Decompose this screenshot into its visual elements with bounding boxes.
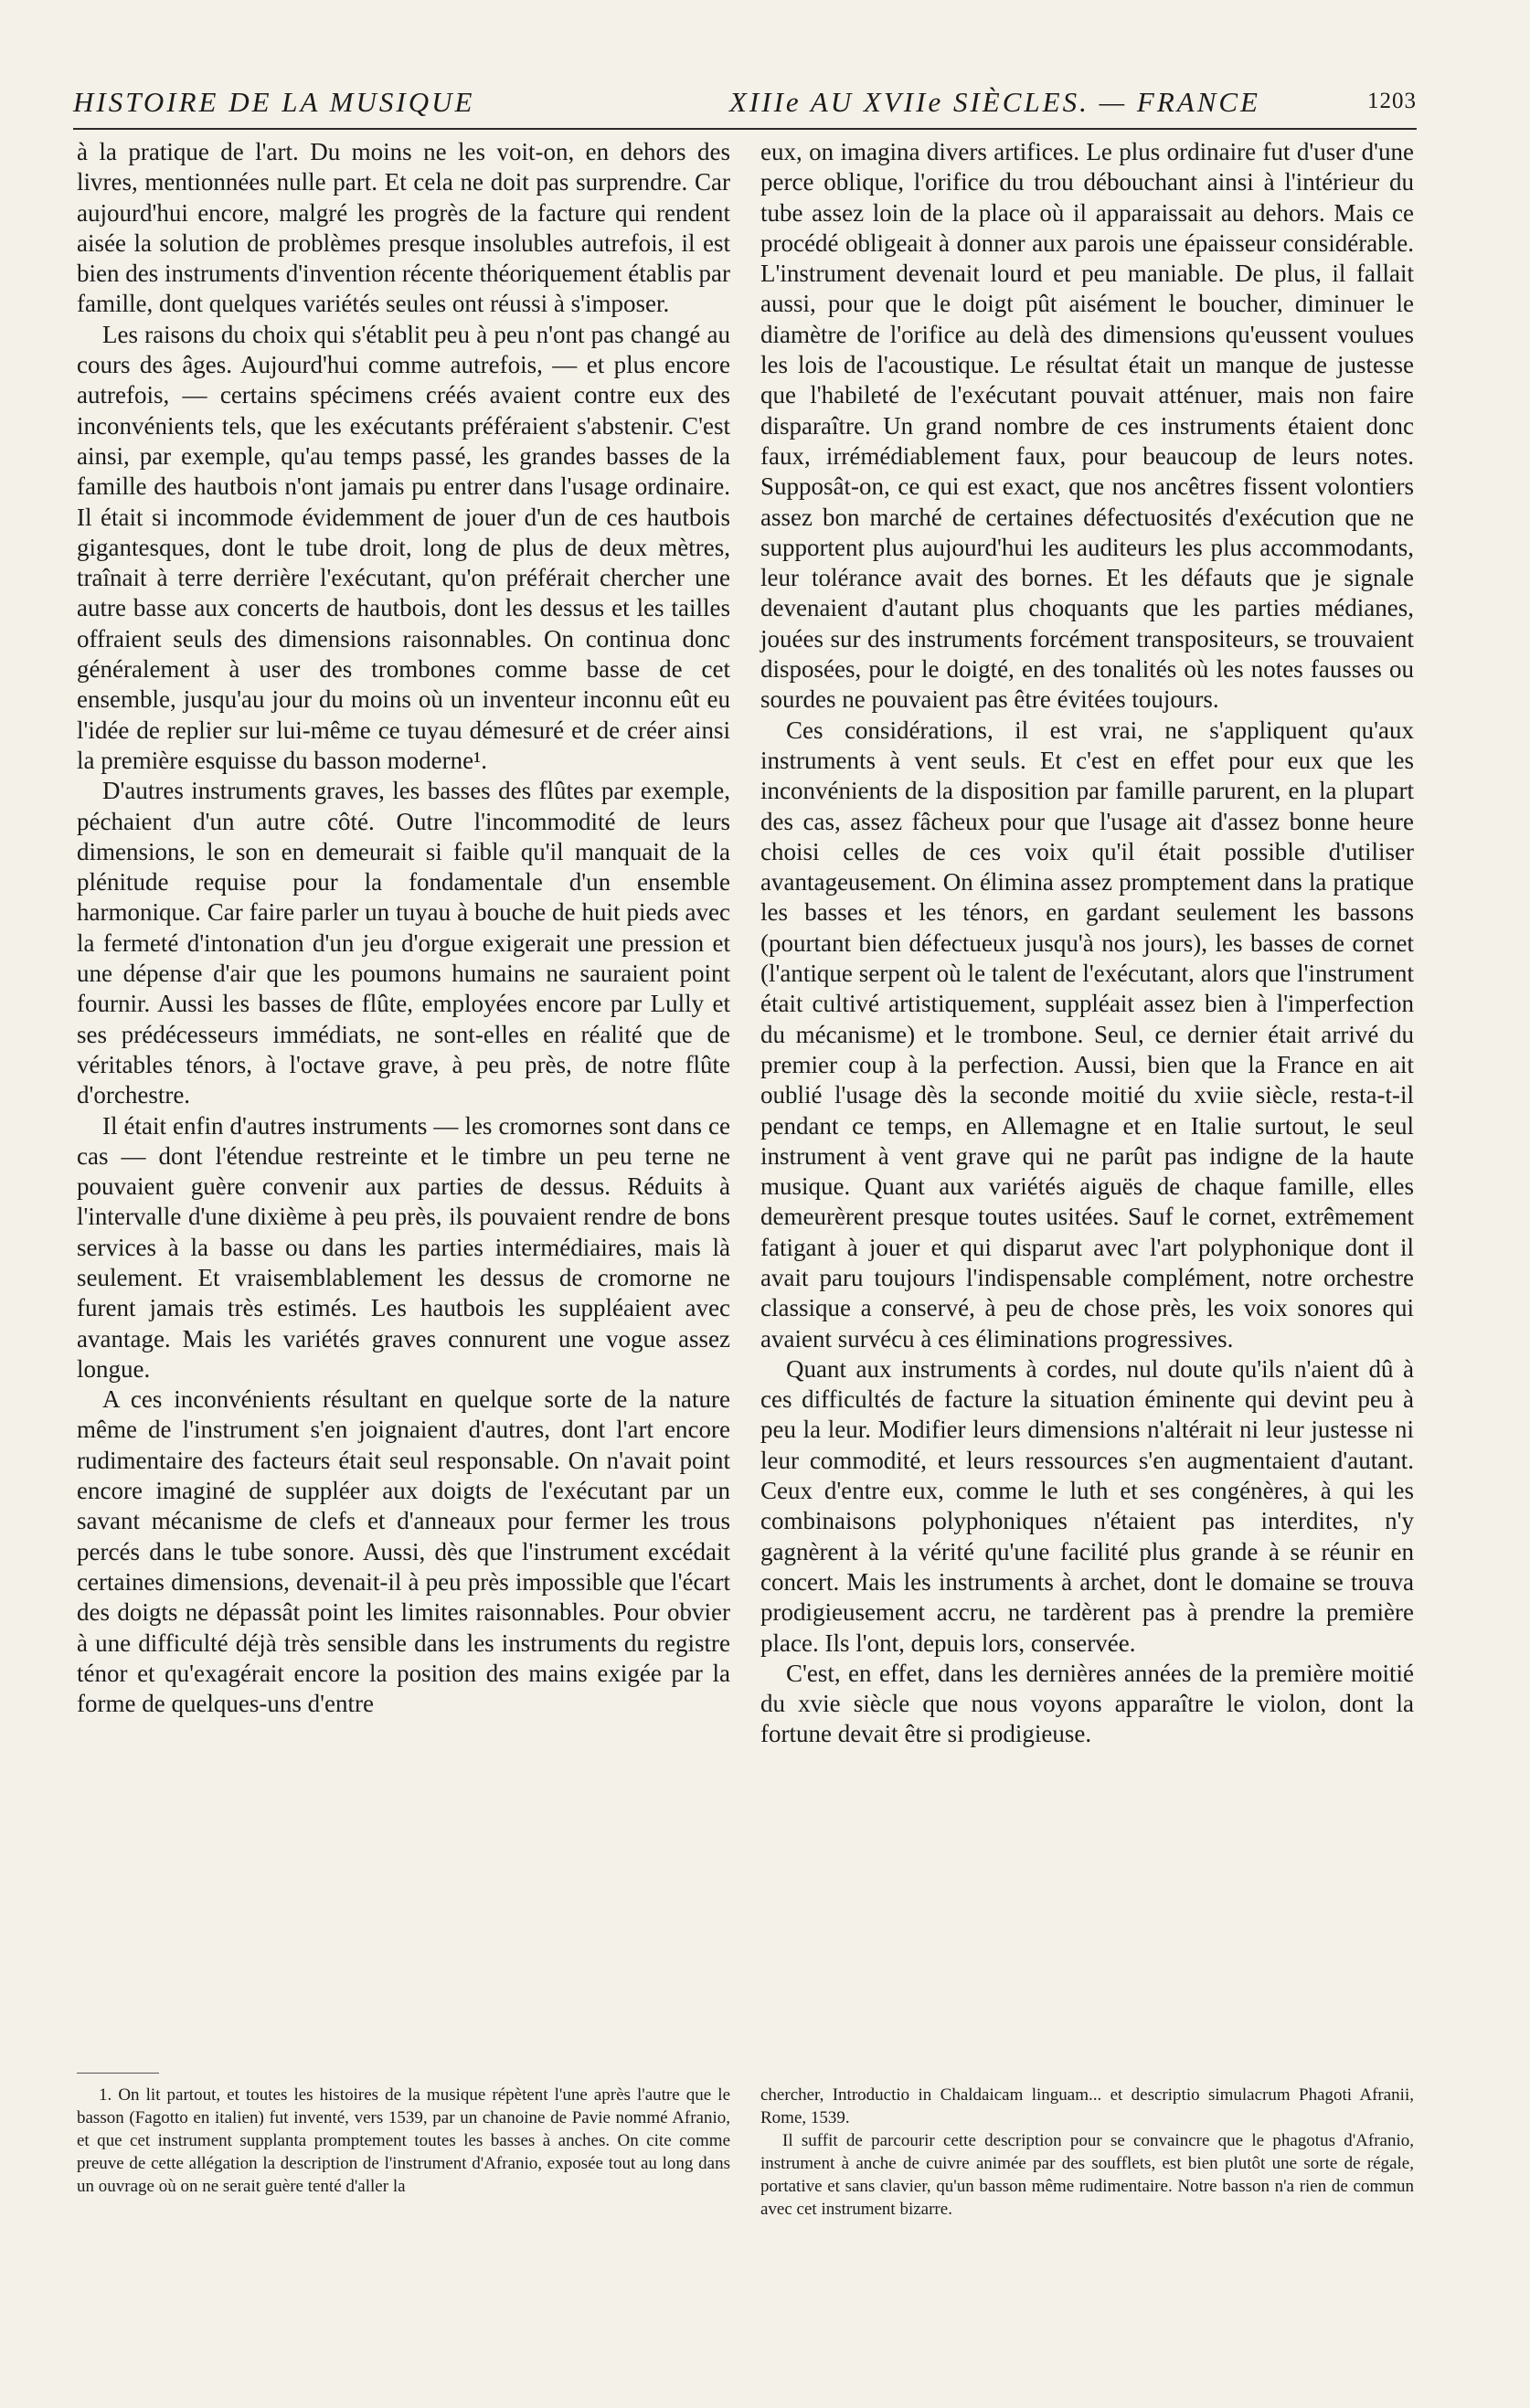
footnote-rule	[77, 2073, 159, 2074]
left-column	[77, 137, 730, 1719]
page-number: 1203	[1367, 89, 1417, 113]
footnotes-right	[760, 2084, 1414, 2221]
footnote: chercher, Introductio in Chaldaicam linguam... et descriptio simulacrum Phagoti Afranii, Rome, 1539.	[760, 2085, 1414, 2127]
footnote: Il suffit de parcourir cette description pour se convaincre que le phagotus d'Afranio, instrument à anche de cuivre animée par des soufflets, est bien plutôt une sorte de régale, portative et sans clavier, qu'un basson même rudimentaire. Notre basson n'a rien de commun avec cet instrument bizarre.	[760, 2131, 1414, 2219]
paragraph: A ces inconvénients résultant en quelque sorte de la nature même de l'instrument s'en joignaient d'autres, dont l'art encore rudimentaire des facteurs était seul responsable. On n'avait point encore imaginé de suppléer aux doigts de l'exécutant par un savant mécanisme de clefs et d'anneaux pour fermer les trous percés dans le tube sonore. Aussi, dès que l'instrument excédait certaines dimensions, devenait-il à peu près impossible que l'écart des doigts ne dépassât point les limites raisonnables. Pour obvier à une difficulté déjà très sensible dans les instruments du registre ténor et qu'exagérait encore la position des mains exigée par la forme de quelques-uns d'entre	[77, 1385, 730, 1718]
running-header	[73, 86, 1417, 130]
paragraph: eux, on imagina divers artifices. Le plus ordinaire fut d'user d'une perce oblique, l'orifice du trou débouchant ainsi à l'intérieur du tube assez loin de la place où il apparaissait au dehors. Mais ce procédé obligeait à donner aux parois une épaisseur considérable. L'instrument devenait lourd et peu maniable. De plus, il fallait aussi, pour que le doigt pût aisément le boucher, diminuer le diamètre de l'orifice au delà des dimensions qu'eussent voulues les lois de l'acoustique. Le résultat était un manque de justesse que l'habileté de l'exécutant pouvait atténuer, mais non faire disparaître. Un grand nombre de ces instruments étaient donc faux, irrémédiablement faux, pour beaucoup de leurs notes. Supposât-on, ce qui est exact, que nos ancêtres fissent volontiers assez bon marché de certaines défectuosités d'exécution que ne supportent plus aujourd'hui les auditeurs les plus accommodants, leur tolérance avait des bornes. Et les défauts que je signale devenaient d'autant plus choquants que les parties médianes, jouées sur des instruments forcément transpositeurs, se trouvaient disposées, pour le doigté, en des tonalités où les notes fausses ou sourdes ne pouvaient pas être évitées toujours.	[760, 138, 1414, 714]
paragraph: Ces considérations, il est vrai, ne s'appliquent qu'aux instruments à vent seuls. Et c'est en effet pour eux que les inconvénients de la disposition par famille parurent, en la plupart des cas, assez fâcheux pour que l'usage ait d'assez bonne heure choisi celles de ces voix qu'il était possible d'utiliser avantageusement. On élimina assez promptement dans la pratique les basses et les ténors, en gardant seulement les bassons (pourtant bien défectueux jusqu'à nos jours), les basses de cornet (l'antique serpent où le talent de l'exécutant, alors que l'instrument était cultivé artistiquement, suppléait assez bien à l'imperfection du mécanisme) et le trombone. Seul, ce dernier était arrivé du premier coup à la perfection. Aussi, bien que la France en ait oublié l'usage dès la seconde moitié du xviie siècle, resta-t-il pendant ce temps, en Allemagne et en Italie surtout, le seul instrument à vent grave qui ne parût pas indigne de la haute musique. Quant aux variétés aiguës de chaque famille, elles demeurèrent presque toutes usitées. Sauf le cornet, extrêmement fatigant à jouer et qui disparut avec l'art polyphonique dont il avait paru toujours l'indispensable complément, notre orchestre classique a conservé, à peu de chose près, les voix sonores qui avaient survécu à ces éliminations progressives.	[760, 716, 1414, 1353]
paragraph: Quant aux instruments à cordes, nul doute qu'ils n'aient dû à ces difficultés de facture la situation éminente qui devint peu à peu la leur. Modifier leurs dimensions n'altérait ni leur justesse ni leur commodité, et leurs ressources s'en augmentaient d'autant. Ceux d'entre eux, comme le luth et ses congénères, à qui les combinaisons polyphoniques n'étaient pas interdites, n'y gagnèrent à la vérité qu'une facilité plus grande à se réunir en concert. Mais les instruments à archet, dont le domaine se trouva prodigieusement accru, ne tardèrent pas à prendre la première place. Ils l'ont, depuis lors, conservée.	[760, 1354, 1414, 1657]
right-column	[760, 137, 1414, 1750]
footnotes-left	[77, 2084, 730, 2198]
footnote: 1. On lit partout, et toutes les histoires de la musique répètent l'une après l'autre que le basson (Fagotto en italien) fut inventé, vers 1539, par un chanoine de Pavie nommé Afranio, et que cet instrument supplanta promptement toutes les basses à anches. On cite comme preuve de cette allégation la description de l'instrument d'Afranio, exposée tout au long dans un ouvrage où on ne serait guère tenté d'aller la	[77, 2085, 730, 2196]
header-title-left: HISTOIRE DE LA MUSIQUE	[73, 86, 475, 118]
paragraph: Il était enfin d'autres instruments — les cromornes sont dans ce cas — dont l'étendue restreinte et le timbre un peu terne ne pouvaient guère convenir aux parties de dessus. Réduits à l'intervalle d'une dixième à peu près, ils pouvaient rendre de bons services à la basse ou dans les parties intermédiaires, mais là seulement. Et vraisemblablement les dessus de cromorne ne furent jamais très estimés. Les hautbois les suppléaient avec avantage. Mais les variétés graves connurent une vogue assez longue.	[77, 1111, 730, 1383]
paragraph: Les raisons du choix qui s'établit peu à peu n'ont pas changé au cours des âges. Aujourd'hui comme autrefois, — et plus encore autrefois, — certains spécimens créés avaient contre eux des inconvénients tels, que les exécutants préféraient s'abstenir. C'est ainsi, par exemple, qu'au temps passé, les grandes basses de la famille des hautbois n'ont jamais pu entrer dans l'usage ordinaire. Il était si incommode évidemment de jouer d'un de ces hautbois gigantesques, dont le tube droit, long de plus de deux mètres, traînait à terre derrière l'exécutant, qu'on préférait chercher une autre basse aux concerts de hautbois, dont les dessus et les tailles offraient seuls des dimensions raisonnables. On continua donc généralement à user des trombones comme basse de cet ensemble, jusqu'au jour du moins où un inventeur inconnu eût eu l'idée de replier sur lui-même ce tuyau démesuré et de créer ainsi la première esquisse du basson moderne¹.	[77, 320, 730, 774]
paragraph: C'est, en effet, dans les dernières années de la première moitié du xvie siècle que nous voyons apparaître le violon, dont la fortune devait être si prodigieuse.	[760, 1659, 1414, 1748]
paragraph: D'autres instruments graves, les basses des flûtes par exemple, péchaient d'un autre côté. Outre l'incommodité de leurs dimensions, le son en demeurait si faible qu'il manquait de la plénitude requise pour la fondamentale d'un ensemble harmonique. Car faire parler un tuyau à bouche de huit pieds avec la fermeté d'intonation d'un jeu d'orgue exigerait une pression et une dépense d'air que les poumons humains ne sauraient point fournir. Aussi les basses de flûte, employées encore par Lully et ses prédécesseurs immédiats, ne sont-elles en réalité que de véritables ténors, à l'octave grave, à peu près, de notre flûte d'orchestre.	[77, 777, 730, 1109]
paragraph: à la pratique de l'art. Du moins ne les voit-on, en dehors des livres, mentionnées nulle part. Et cela ne doit pas surprendre. Car aujourd'hui encore, malgré les progrès de la facture qui rendent aisée la solution de problèmes presque insolubles autrefois, il est bien des instruments d'invention récente théoriquement établis par famille, dont quelques variétés seules ont réussi à s'imposer.	[77, 138, 730, 318]
header-title-right: XIIIe AU XVIIe SIÈCLES. — FRANCE	[729, 86, 1260, 118]
